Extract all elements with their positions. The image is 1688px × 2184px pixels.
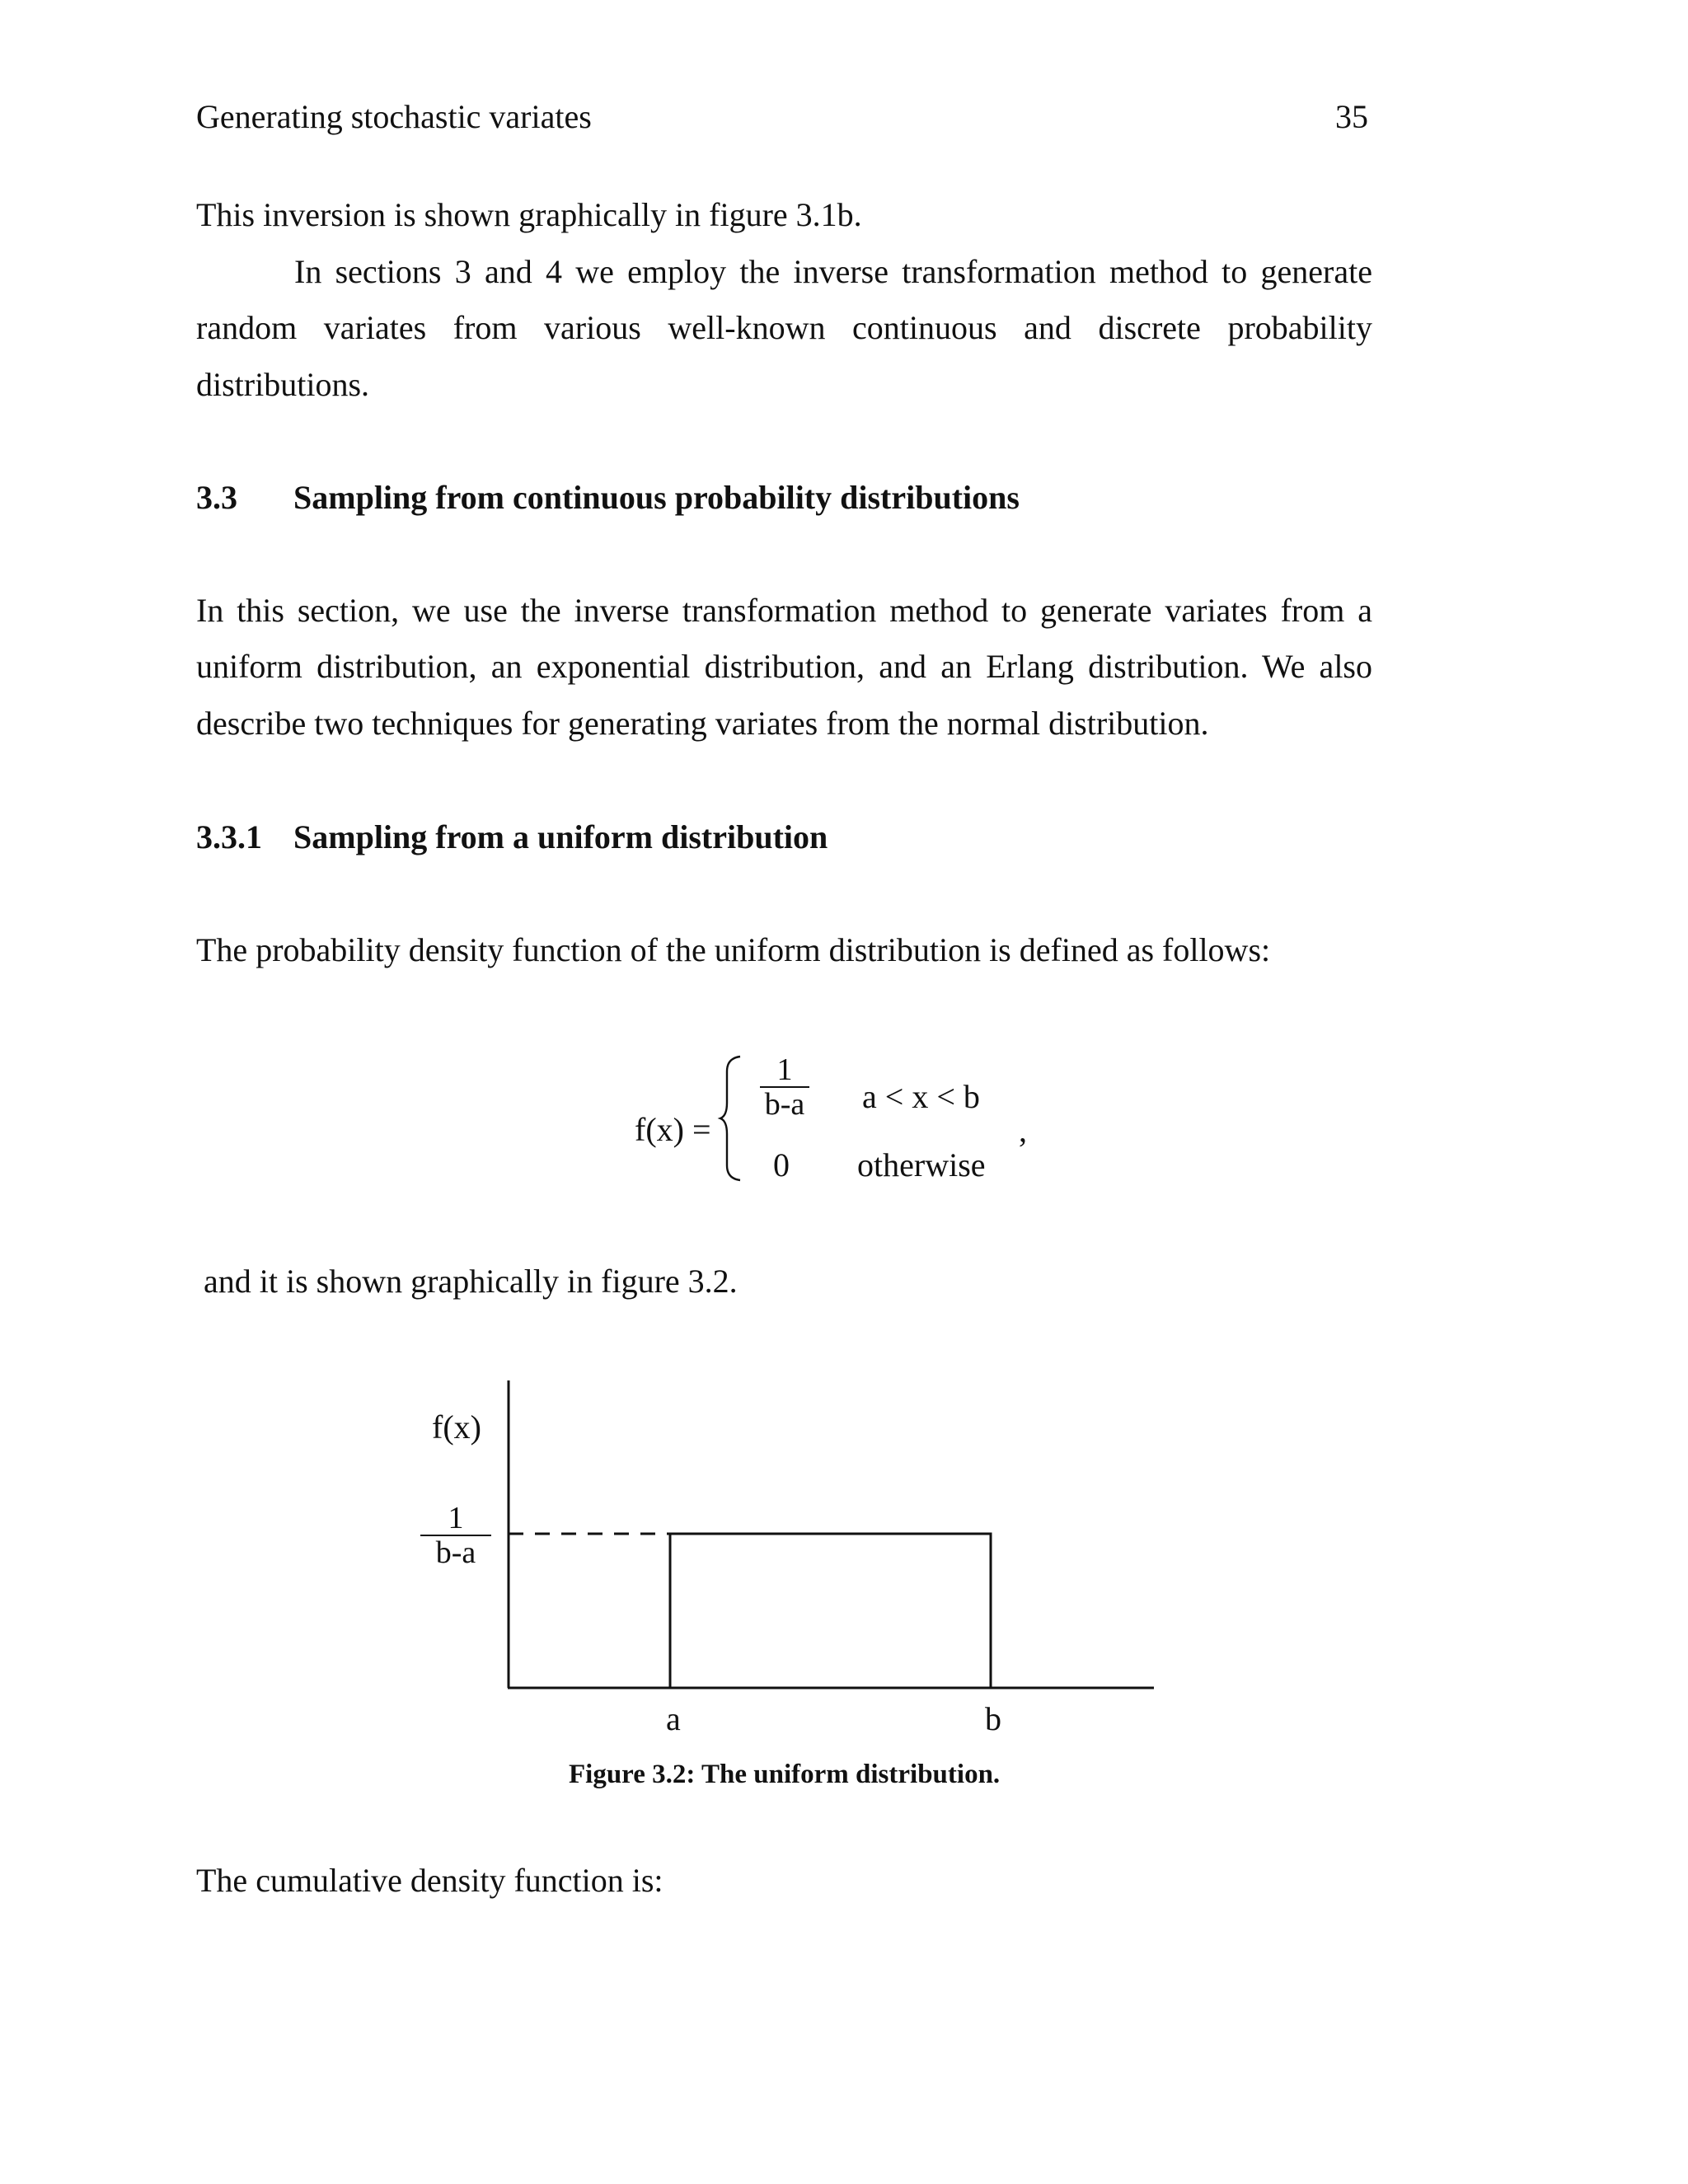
uniform-distribution-plot <box>495 1372 1162 1706</box>
figure-caption: Figure 3.2: The uniform distribution. <box>569 1760 1001 1789</box>
equation-case1-condition: a < x < b <box>862 1078 980 1115</box>
equation-case1-fraction <box>760 1053 809 1121</box>
paragraph-line: In this section, we use the inverse transformation method to generate variates from a <box>196 592 1372 629</box>
paragraph-line: random variates from various well-known continuous and discrete probability <box>196 309 1372 346</box>
fraction-numerator: 1 <box>776 1052 793 1087</box>
paragraph-line: distributions. <box>196 366 370 403</box>
subsection-heading: Sampling from a uniform distribution <box>293 818 828 855</box>
paragraph-line: This inversion is shown graphically in figure 3.1b. <box>196 196 862 233</box>
fraction-denominator: b-a <box>760 1086 809 1121</box>
equation-lhs: f(x) = <box>635 1111 711 1148</box>
section-heading: Sampling from continuous probability distributions <box>293 479 1020 516</box>
figure-y-axis-label: f(x) <box>432 1408 481 1446</box>
density-rectangle <box>670 1534 991 1688</box>
paragraph-line: The cumulative density function is: <box>196 1862 663 1899</box>
figure-level-label <box>420 1502 491 1569</box>
running-header-title: Generating stochastic variates <box>196 98 592 135</box>
paragraph-line: In sections 3 and 4 we employ the inverse transformation method to generate <box>294 253 1372 290</box>
paragraph-line: uniform distribution, an exponential distribution, and an Erlang distribution. We also <box>196 648 1372 685</box>
equation-case2-condition: otherwise <box>857 1146 986 1183</box>
equation-case2-value: 0 <box>773 1146 790 1183</box>
paragraph-line: and it is shown graphically in figure 3.2. <box>204 1263 738 1300</box>
level-numerator: 1 <box>448 1501 464 1535</box>
equation-trailing-comma: , <box>1019 1112 1027 1149</box>
x-tick-label-b: b <box>985 1700 1001 1737</box>
x-tick-label-a: a <box>666 1700 681 1737</box>
page-number: 35 <box>1335 98 1368 135</box>
paragraph-line: The probability density function of the uniform distribution is defined as follows: <box>196 931 1271 968</box>
left-brace <box>717 1053 745 1183</box>
section-number: 3.3 <box>196 479 237 516</box>
level-denominator: b-a <box>420 1535 491 1569</box>
paragraph-line: describe two techniques for generating variates from the normal distribution. <box>196 705 1209 742</box>
subsection-number: 3.3.1 <box>196 818 262 855</box>
